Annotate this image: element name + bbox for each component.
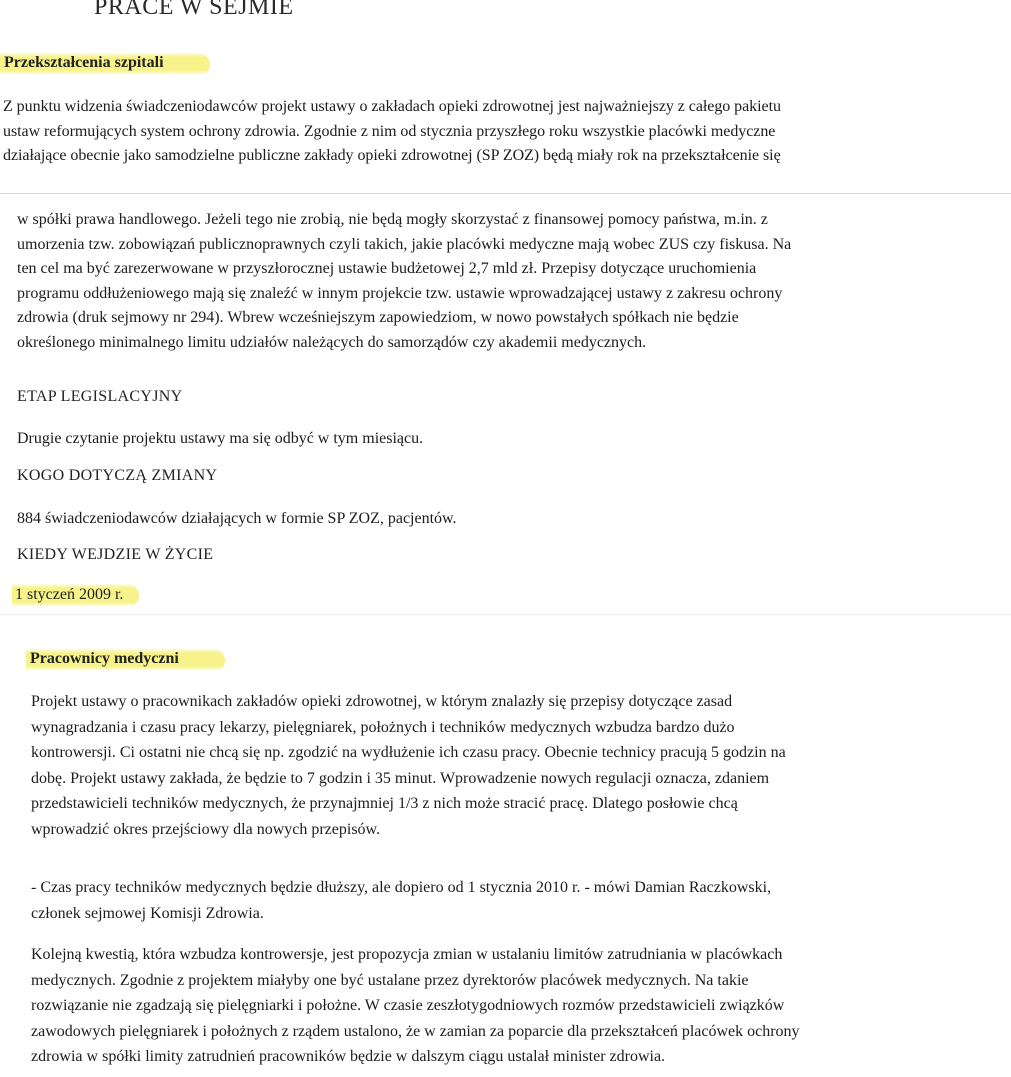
text-line: działające obecnie jako samodzielne publiczne zakłady opieki zdrowotnej (SP ZOZ) będą miały rok na przekształcenie się (3, 147, 781, 164)
text-line: wprowadzić okres przejściowy dla nowych przepisów. (31, 820, 381, 838)
text-line: w spółki prawa handlowego. Jeżeli tego nie zrobią, nie będą mogły skorzystać z finansowej pomocy państwa, m.in. z (17, 211, 768, 228)
kogo-dotycza-heading: KOGO DOTYCZĄ ZMIANY (17, 467, 218, 484)
kogo-dotycza-text: 884 świadczeniodawców działających w formie SP ZOZ, pacjentów. (17, 510, 457, 527)
text-line: programu oddłużeniowego mają się znaleźć w innym projekcie tzw. ustawie wprowadzającej ustawy z zakresu ochrony (17, 284, 783, 302)
text-line: członek sejmowej Komisji Zdrowia. (31, 904, 264, 922)
text-line: umorzenia tzw. zobowiązań publicznoprawnych czyli takich, jakie placówki medyczne mają wobec ZUS czy fiskusa. Na (17, 235, 792, 253)
section1-title (0, 52, 210, 75)
text-line: wynagradzania i czasu pracy lekarzy, pielęgniarek, położnych i techników medycznych wzbudza bardzo dużo (31, 718, 735, 736)
scan-page-break (0, 193, 1011, 194)
date-highlight: 1 styczeń 2009 r. (12, 583, 139, 607)
etap-legislacyjny-heading: ETAP LEGISLACYJNY (17, 388, 183, 405)
text-line: Projekt ustawy o pracownikach zakładów opieki zdrowotnej, w którym znalazły się przepisy dotyczące zasad (31, 693, 733, 710)
text-line: kontrowersji. Ci ostatni nie chcą się np. zgodzić na wydłużenie ich czasu pracy. Obecnie technicy pracują 5 godzin na (31, 744, 786, 761)
text-line: dobę. Projekt ustawy zakłada, że będzie to 7 godzin i 35 minut. Wprowadzenie nowych regulacji oznacza, zdaniem (31, 769, 770, 787)
section-divider (0, 614, 1011, 615)
etap-legislacyjny-text: Drugie czytanie projektu ustawy ma się odbyć w tym miesiącu. (17, 430, 424, 447)
text-line: medycznych. Zgodnie z projektem miałyby one być ustalane przez dyrektorów placówek medycznych. Na takie (31, 971, 749, 989)
section2-paragraph-1 (31, 689, 786, 842)
text-line: przedstawicieli techników medycznych, że przynajmniej 1/3 z nich może stracić pracę. Dlatego posłowie chcą (31, 795, 738, 812)
text-line: zawodowych pielęgniarek i położnych z rządem ustalono, że w zamian za poparcie dla przekształceń placówek ochrony (31, 1022, 800, 1040)
kiedy-wejdzie-date (12, 583, 139, 607)
text-line: określonego minimalnego limitu udziałów należących do samorządów czy akademii medycznych. (17, 333, 647, 351)
section1-intro-paragraph (3, 95, 781, 169)
text-line: Kolejną kwestią, która wzbudza kontrowersje, jest propozycja zmian w ustalaniu limitów zatrudniania w placówkach (31, 946, 783, 963)
text-line: - Czas pracy techników medycznych będzie dłuższy, ale dopiero od 1 stycznia 2010 r. - mówi Damian Raczkowski, (31, 879, 772, 896)
text-line: rozwiązanie nie zgadzają się pielęgniarki i położne. W czasie zeszłotygodniowych rozmów przedstawicieli związków (31, 997, 785, 1014)
text-line: ten cel ma być zarezerwowane w przyszłorocznej ustawie budżetowej 2,7 mld zł. Przepisy dotyczące uruchomienia (17, 260, 757, 277)
text-line: Z punktu widzenia świadczeniodawców projekt ustawy o zakładach opieki zdrowotnej jest najważniejszy z całego pakietu (3, 98, 781, 115)
section2-title (26, 648, 225, 671)
section1-title-highlight: Przekształcenia szpitali (0, 52, 210, 75)
kiedy-wejdzie-heading: KIEDY WEJDZIE W ŻYCIE (17, 546, 214, 563)
section2-quote-paragraph (31, 875, 771, 926)
section1-continued-paragraph (17, 208, 791, 355)
section2-paragraph-3 (31, 942, 800, 1070)
page-header: PRACE W SEJMIE (94, 0, 294, 20)
text-line: zdrowia (druk sejmowy nr 294). Wbrew wcześniejszym zapowiedziom, w nowo powstałych spółkach nie będzie (17, 309, 739, 326)
text-line: ustaw reformujących system ochrony zdrowia. Zgodnie z nim od stycznia przyszłego roku wszystkie placówki medyczne (3, 122, 776, 140)
section2-title-highlight: Pracownicy medyczni (26, 648, 225, 671)
text-line: zdrowia w spółki limity zatrudnień pracowników będzie w dalszym ciągu ustalał minister zdrowia. (31, 1048, 666, 1065)
